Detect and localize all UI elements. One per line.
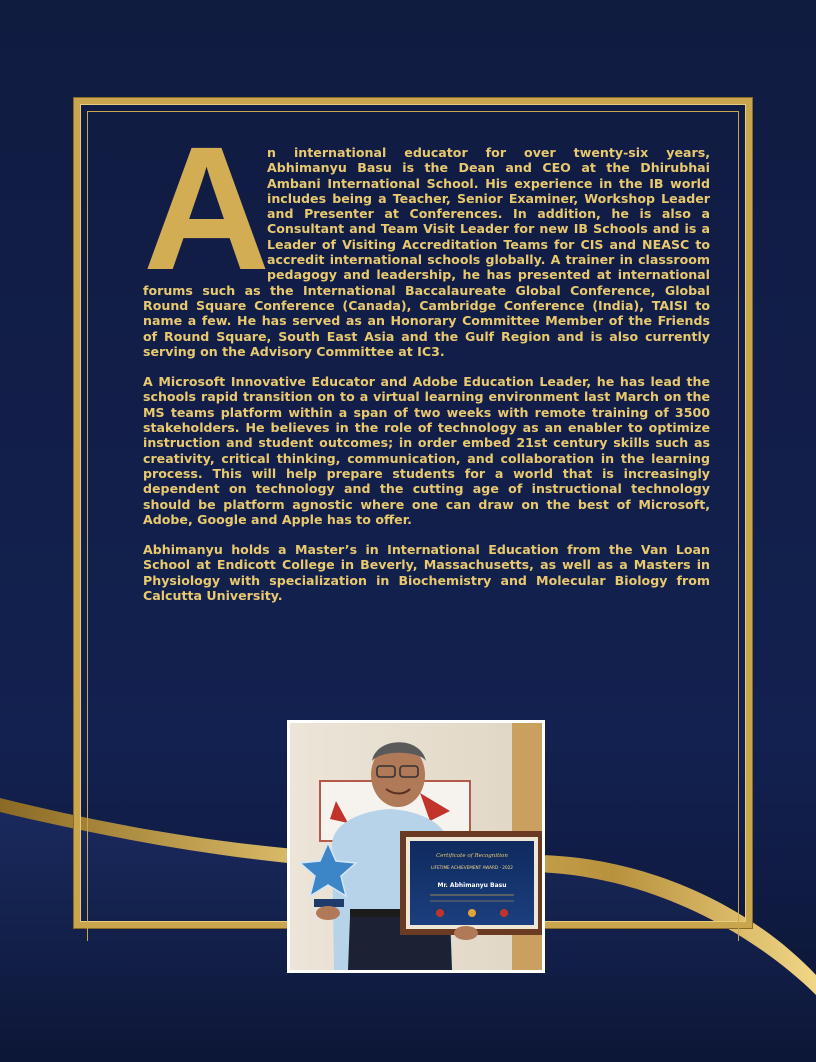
award-photo: [287, 720, 545, 973]
paragraph-education: Abhimanyu holds a Master’s in International Education from the Van Loan School at Endicott College in Beverly, Massachusetts, as well as a Masters in Physiology with specialization in Biochemistry and Molecular Biology from Calcutta University.: [143, 542, 710, 604]
paragraph-intro-text: n international educator for over twenty-six years, Abhimanyu Basu is the Dean and CEO at the Dhirubhai Ambani International School. His experience in the IB world includes being a Teacher, Senior Examiner, Workshop Leader and Presenter at Conferences. In addition, he is also a Consultant and Team Visit Leader for new IB Schools and is a Leader of Visiting Accreditation Teams for CIS and NEASC to accredit international schools globally. A trainer in classroom pedagogy and leadership, he has presented at international forums such as the International Baccalaureate Global Conference, Global Round Square Conference (Canada), Cambridge Conference (India), TAISI to name a few. He has served as an Honorary Committee Member of the Friends of Round Square, South East Asia and the Gulf Region and is also currently serving on the Advisory Committee at IC3.: [143, 145, 710, 359]
drop-cap-letter: A: [143, 111, 265, 307]
paragraph-intro: [143, 111, 710, 359]
award-photo-illustration: [290, 723, 542, 970]
biography-article: [143, 111, 710, 604]
certificate-heading: Certificate of Recognition: [436, 853, 508, 859]
certificate-name: Mr. Abhimanyu Basu: [437, 882, 507, 889]
paragraph-technology: A Microsoft Innovative Educator and Adobe Education Leader, he has lead the schools rapid transition on to a virtual learning environment last March on the MS teams platform within a span of two weeks with remote training of 3500 stakeholders. He believes in the role of technology as an enabler to optimize instruction and student outcomes; in order embed 21st century skills such as creativity, critical thinking, communication, and collaboration in the learning process. This will help prepare students for a world that is increasingly dependent on technology and the cutting age of instructional technology should be platform agnostic where one can draw on the best of Microsoft, Adobe, Google and Apple has to offer.: [143, 374, 710, 527]
certificate-award: LIFETIME ACHIEVEMENT AWARD - 2022: [431, 865, 513, 870]
